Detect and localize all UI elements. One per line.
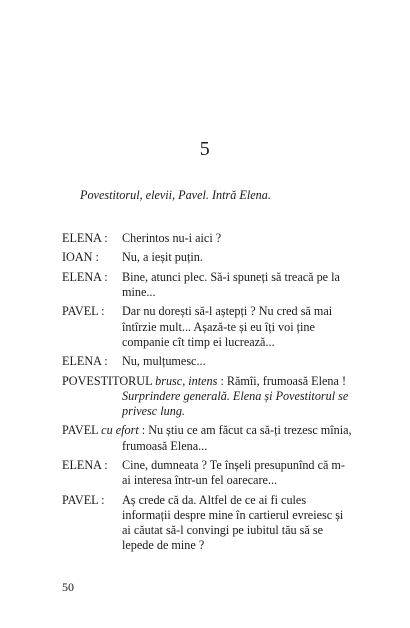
line-text: Aș crede că da. Altfel de ce ai fi cules informații despre mine în cartierul evreiesc și ai căutat să-l convingi pe iubitul tău să se lepede de mine ?	[122, 492, 344, 553]
speaker-direction: brusc, intens	[155, 373, 218, 388]
dialogue-line	[62, 458, 352, 488]
stage-direction: Povestitorul, elevii, Pavel. Intră Elena.	[80, 188, 271, 202]
chapter-number: 5	[199, 138, 211, 160]
dialogue-line	[62, 493, 352, 554]
dialogue-line	[62, 250, 352, 265]
line-text: Bine, atunci plec. Să-i spuneți să treacă pe la mine...	[122, 269, 340, 299]
speaker: PAVEL :	[62, 492, 105, 507]
line-stage-direction: Surprindere generală. Elena și Povestitorul se privesc lung.	[122, 388, 349, 418]
speaker: PAVEL	[62, 423, 99, 438]
line-text: : Nu știu ce am făcut ca să-ți trezesc mînia, frumoasă Elena...	[122, 423, 352, 453]
line-text: Nu, mulțumesc...	[122, 354, 206, 369]
line-text: Cherintos nu-i aici ?	[122, 231, 222, 245]
dialogue-line	[62, 354, 352, 369]
line-text: Cine, dumneata ? Te înșeli presupunînd că m-ai interesa într-un fel oarecare...	[122, 457, 345, 488]
page-number: 50	[62, 580, 74, 594]
line-text: Dar nu dorești să-l aștepți ? Nu cred să mai întîrzie mult... Așază-te și eu îți voi ține companie cît timp ei lucrează...	[122, 304, 333, 349]
dialogue-line	[62, 423, 352, 453]
speaker: IOAN :	[62, 250, 99, 265]
dialogue-line	[62, 270, 352, 300]
speaker: ELENA :	[62, 231, 108, 245]
speaker: POVESTITORUL	[62, 373, 153, 388]
dialogue-line	[62, 304, 352, 350]
speaker: PAVEL :	[62, 304, 105, 319]
dialogue	[62, 231, 352, 558]
dialogue-line	[62, 374, 352, 420]
speaker: ELENA :	[62, 269, 108, 284]
dialogue-line	[62, 231, 352, 246]
speaker-direction: cu efort	[101, 423, 139, 438]
line-text: : Rămîi, frumoasă Elena !	[220, 373, 347, 388]
line-text: Nu, a ieșit puțin.	[122, 250, 203, 265]
speaker: ELENA :	[62, 354, 108, 369]
speaker: ELENA :	[62, 457, 108, 472]
